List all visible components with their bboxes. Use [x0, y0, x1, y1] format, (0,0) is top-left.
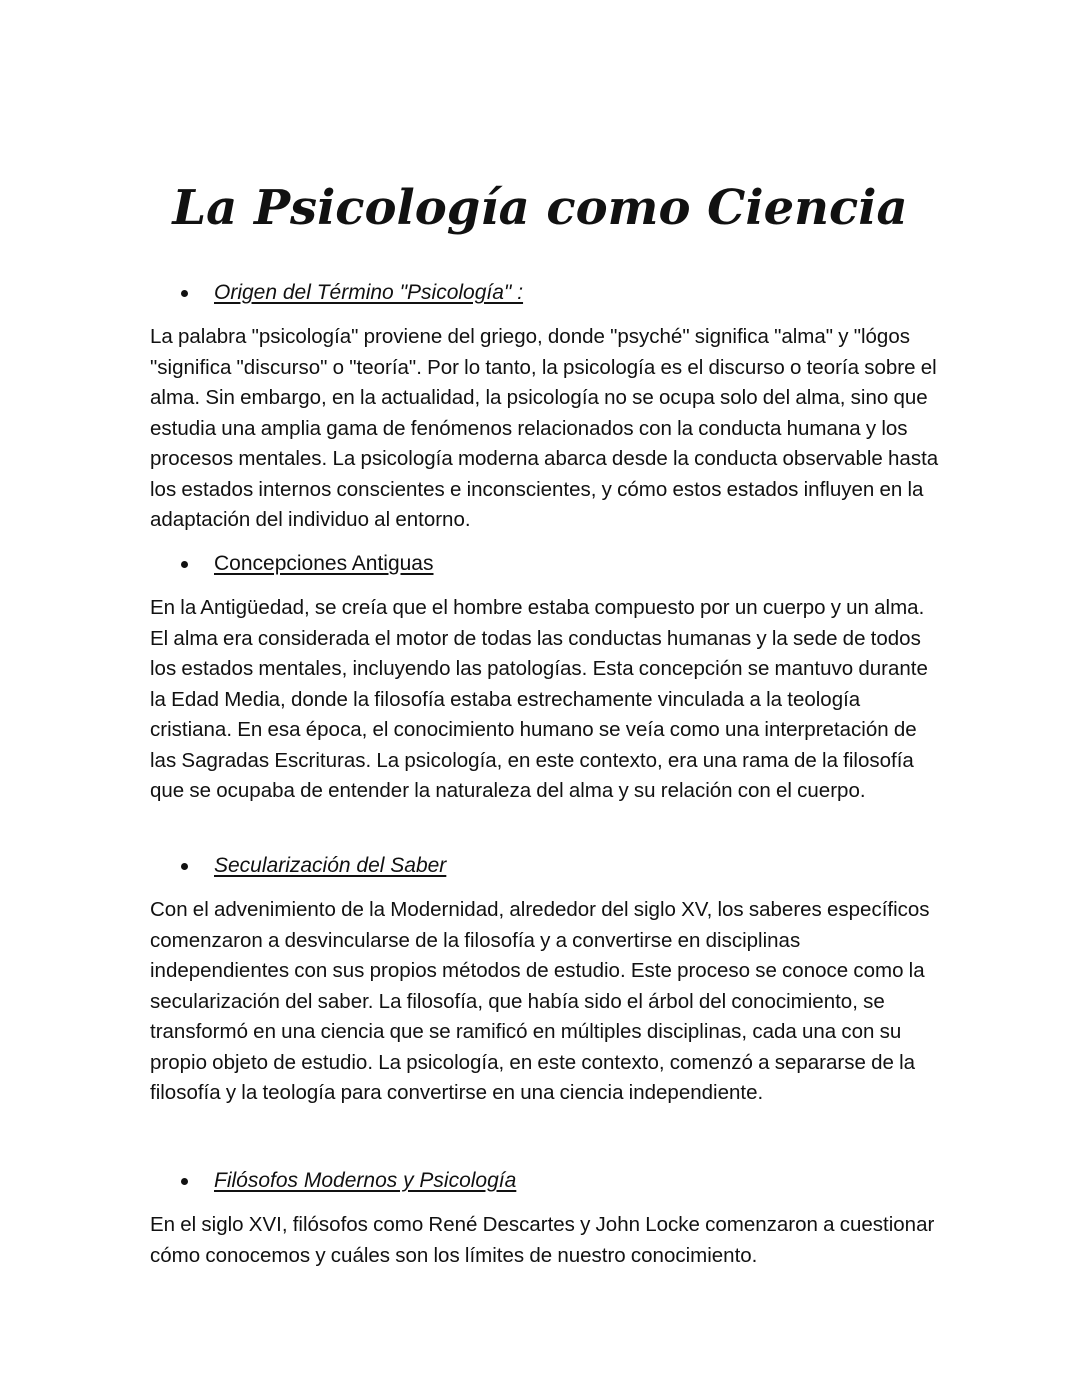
bullet-icon	[181, 1178, 188, 1185]
section-body: La palabra "psicología" proviene del griego, donde "psyché" significa "alma" y "lógos "significa "discurso" o "teoría". Por lo tanto, la psicología es el discurso o teoría sobre el alma. Sin embargo, en la actualidad, la psicología no se ocupa solo del alma, sino que estudia una amplia gama de fenómenos relacionados con la conducta humana y los procesos mentales. La psicología moderna abarca desde la conducta observable hasta los estados internos conscientes e inconscientes, y cómo estos estados influyen en la adaptación del individuo al entorno.	[150, 325, 939, 531]
section-body: En la Antigüedad, se creía que el hombre estaba compuesto por un cuerpo y un alma. El alma era considerada el motor de todas las conductas humanas y la sede de todos los estados mentales, incluyendo las patologías. Esta concepción se mantuvo durante la Edad Media, donde la filosofía estaba estrechamente vinculada a la teología cristiana. En esa época, el conocimiento humano se veía como una interpretación de las Sagradas Escrituras. La psicología, en este contexto, era una rama de la filosofía que se ocupaba de entender la naturaleza del alma y su relación con el cuerpo.	[150, 596, 928, 802]
section-heading	[150, 1166, 940, 1196]
section-heading-text: Origen del Término "Psicología" :	[214, 281, 524, 304]
document-title: La Psicología como Ciencia	[172, 180, 908, 236]
section-heading	[150, 851, 940, 881]
section-body: Con el advenimiento de la Modernidad, alrededor del siglo XV, los saberes específicos comenzaron a desvincularse de la filosofía y a convertirse en disciplinas independientes con sus propios métodos de estudio. Este proceso se conoce como la secularización del saber. La filosofía, que había sido el árbol del conocimiento, se transformó en una ciencia que se ramificó en múltiples disciplinas, cada una con su propio objeto de estudio. La psicología, en este contexto, comenzó a separarse de la filosofía y la teología para convertirse en una ciencia independiente.	[150, 898, 930, 1104]
section-body: En el siglo XVI, filósofos como René Descartes y John Locke comenzaron a cuestionar cómo conocemos y cuáles son los límites de nuestro conocimiento.	[150, 1213, 935, 1267]
bullet-icon	[181, 561, 188, 568]
section-secularizacion	[150, 851, 940, 1109]
section-heading	[150, 278, 940, 308]
section-filosofos	[150, 1166, 940, 1271]
section-heading-text: Secularización del Saber	[214, 854, 447, 877]
bullet-icon	[181, 290, 188, 297]
section-origen	[150, 278, 940, 536]
section-heading	[150, 549, 940, 579]
section-heading-text: Concepciones Antiguas	[214, 552, 434, 575]
bullet-icon	[181, 863, 188, 870]
section-heading-text: Filósofos Modernos y Psicología	[214, 1169, 517, 1192]
section-concepciones	[150, 549, 940, 807]
